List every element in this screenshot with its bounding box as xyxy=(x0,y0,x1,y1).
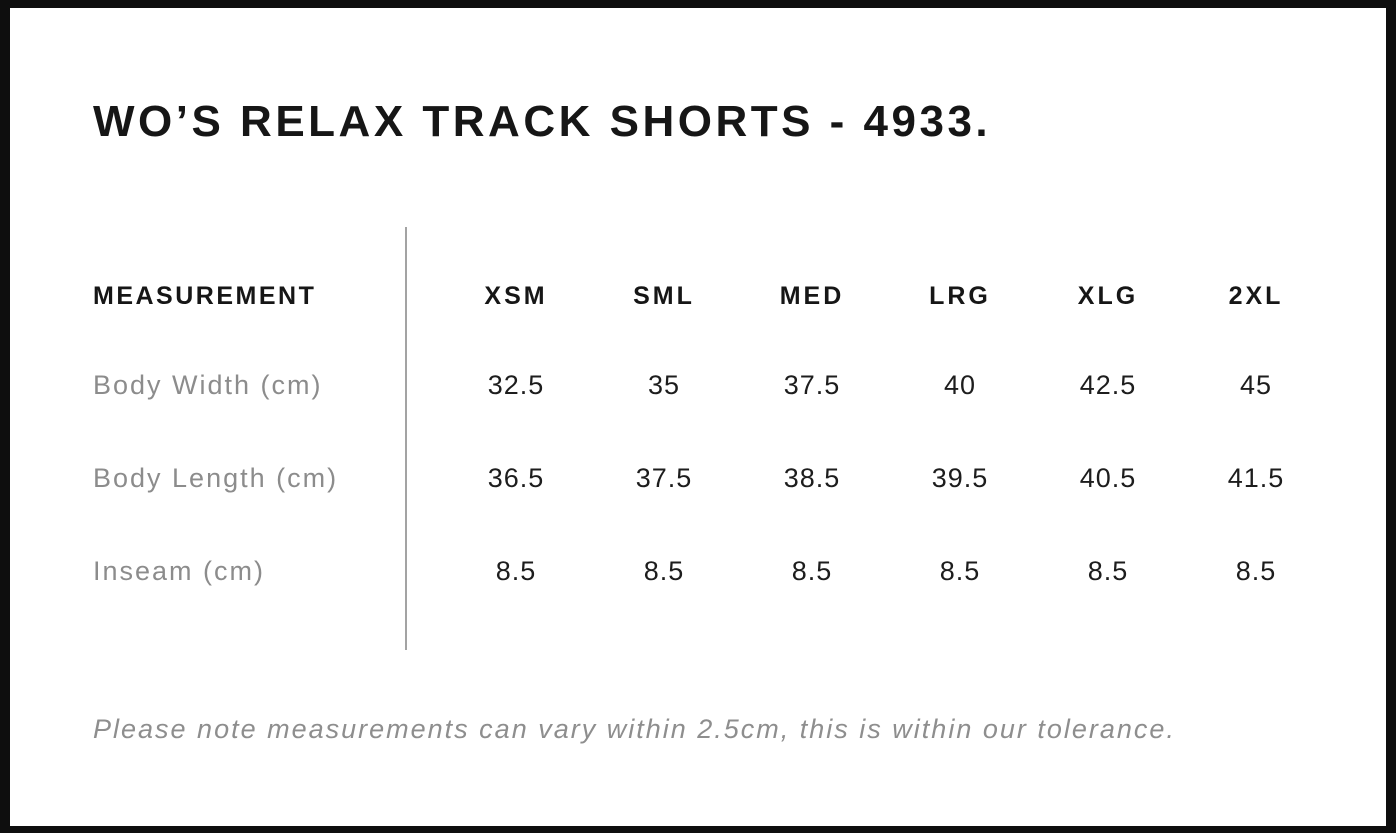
inseam-xlg: 8.5 xyxy=(1087,556,1129,586)
body-length-sml: 37.5 xyxy=(635,463,693,493)
body-width-xlg: 42.5 xyxy=(1079,370,1137,400)
table-header-row xyxy=(93,253,1333,339)
column-header-xsm: XSM xyxy=(484,281,548,310)
row-label-inseam: Inseam (cm) xyxy=(93,556,266,586)
table-vertical-divider xyxy=(405,227,407,650)
inseam-med: 8.5 xyxy=(791,556,833,586)
table-row-inseam xyxy=(93,525,1333,618)
body-length-xsm: 36.5 xyxy=(487,463,545,493)
body-width-med: 37.5 xyxy=(783,370,841,400)
column-header-lrg: LRG xyxy=(929,281,991,310)
inseam-lrg: 8.5 xyxy=(939,556,981,586)
table-row-body-width xyxy=(93,339,1333,432)
body-width-xsm: 32.5 xyxy=(487,370,545,400)
column-header-med: MED xyxy=(779,281,845,310)
inseam-sml: 8.5 xyxy=(643,556,685,586)
body-length-2xl: 41.5 xyxy=(1227,463,1285,493)
tolerance-note: Please note measurements can vary within 2.5cm, this is within our tolerance. xyxy=(93,714,1176,744)
body-length-xlg: 40.5 xyxy=(1079,463,1137,493)
column-header-measurement: MEASUREMENT xyxy=(93,281,317,310)
page-title: WO’S RELAX TRACK SHORTS - 4933. xyxy=(93,97,992,146)
inseam-xsm: 8.5 xyxy=(495,556,537,586)
body-width-sml: 35 xyxy=(647,370,681,400)
row-label-body-length: Body Length (cm) xyxy=(93,463,339,493)
column-header-2xl: 2XL xyxy=(1228,281,1284,310)
body-width-2xl: 45 xyxy=(1239,370,1273,400)
body-length-lrg: 39.5 xyxy=(931,463,989,493)
column-header-xlg: XLG xyxy=(1077,281,1139,310)
column-header-sml: SML xyxy=(633,281,695,310)
body-length-med: 38.5 xyxy=(783,463,841,493)
body-width-lrg: 40 xyxy=(943,370,977,400)
inseam-2xl: 8.5 xyxy=(1235,556,1277,586)
row-label-body-width: Body Width (cm) xyxy=(93,370,323,400)
table-row-body-length xyxy=(93,432,1333,525)
size-table xyxy=(93,227,1333,650)
